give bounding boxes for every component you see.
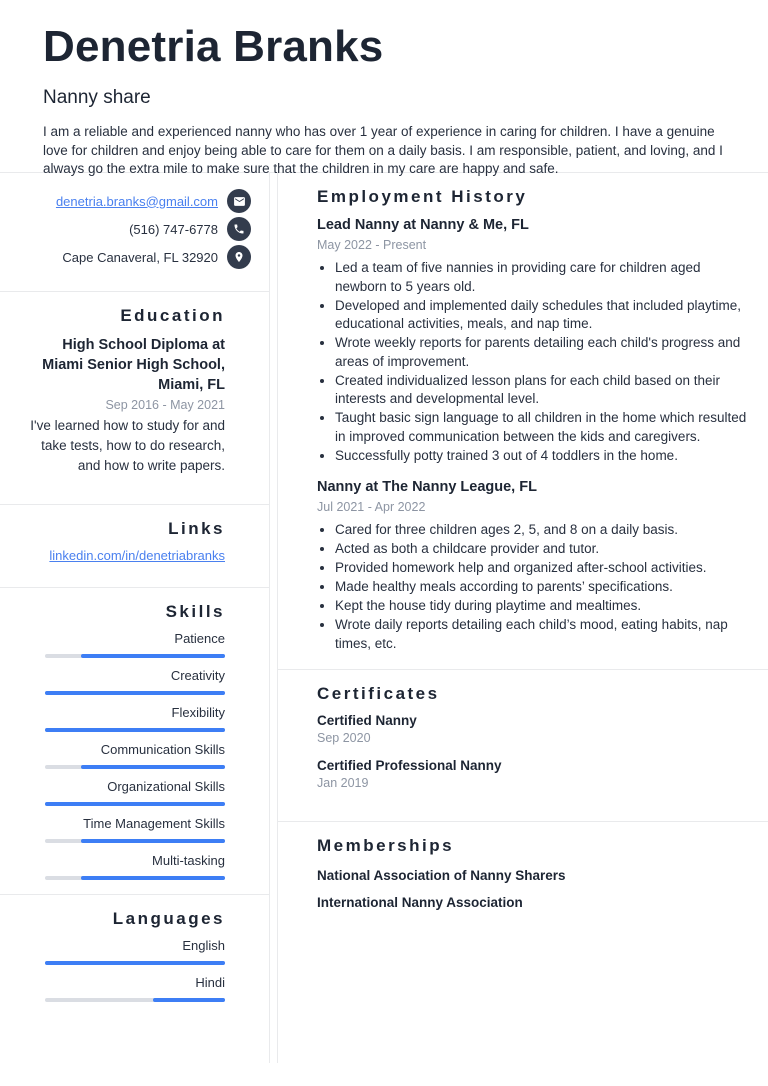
language-bar-track [45, 961, 225, 965]
language-bar-fill [45, 961, 225, 965]
languages-list [30, 938, 225, 1002]
job-bullet: • Developed and implemented daily schedules that included playtime, educational activities, meals, and nap time. [335, 297, 755, 334]
skill-item [30, 631, 225, 658]
memberships-list [317, 868, 755, 910]
certificates-heading: Certificates [317, 684, 440, 703]
skill-item [30, 742, 225, 769]
skill-item [30, 779, 225, 806]
skill-bar-fill [45, 728, 225, 732]
language-name: English [182, 938, 225, 953]
job-entry [317, 216, 755, 465]
job-bullet: • Wrote daily reports detailing each child’s mood, eating habits, nap times, etc. [335, 616, 755, 653]
skill-name: Time Management Skills [83, 816, 225, 831]
skill-item [30, 853, 225, 880]
column-gap [270, 173, 277, 1063]
languages-heading: Languages [112, 909, 225, 928]
contact-row-address [0, 243, 269, 271]
main-column [277, 173, 768, 1063]
memberships-heading: Memberships [317, 836, 455, 855]
education-heading: Education [120, 306, 225, 325]
job-bullet: • Provided homework help and organized after-school activities. [335, 559, 755, 578]
skill-item [30, 816, 225, 843]
job-bullet: • Made healthy meals according to parents’ specifications. [335, 578, 755, 597]
sidebar [0, 173, 270, 1063]
certificate-item [317, 713, 755, 745]
job-bullet: • Taught basic sign language to all children in the home which resulted in improved communication between the kids and caregivers. [335, 409, 755, 446]
skill-name: Multi-tasking [152, 853, 225, 868]
resume-body [0, 173, 768, 1063]
job-bullet: • Kept the house tidy during playtime and mealtimes. [335, 597, 755, 616]
email-link[interactable]: denetria.branks@gmail.com [55, 193, 218, 209]
certificate-name: Certified Nanny [317, 713, 417, 728]
employment-heading: Employment History [317, 187, 528, 206]
skill-name: Flexibility [171, 705, 225, 720]
job-bullet: • Led a team of five nannies in providing care for children aged newborn to 5 years old. [335, 259, 755, 296]
employment-section [278, 173, 768, 670]
education-description: I've learned how to study for and take tests, how to do research, and how to write papers. [30, 418, 225, 473]
skill-bar-track [45, 876, 225, 880]
address-text: Cape Canaveral, FL 32920 [62, 249, 218, 265]
job-title: Nanny at The Nanny League, FL [317, 479, 537, 495]
linkedin-link[interactable]: linkedin.com/in/denetriabranks [49, 548, 225, 563]
language-bar-fill [153, 998, 225, 1002]
profile-summary: I am a reliable and experienced nanny who has over 1 year of experience in caring for children. I have a genuine love for children and enjoy being able to care for them on a daily basis. I am responsible, patient, and loving, and I always go the extra mile to make sure that the children in my care are happy and safe. [43, 124, 723, 176]
phone-number: (516) 747-6778 [129, 221, 218, 237]
skill-bar-fill [81, 765, 225, 769]
certificates-list [317, 713, 755, 790]
contact-row-phone [0, 215, 269, 243]
job-dates: May 2022 - Present [317, 238, 427, 252]
membership-item: International Nanny Association [317, 895, 523, 910]
job-bullet: • Created individualized lesson plans for each child based on their interests and developmental level. [335, 372, 755, 409]
links-list [30, 547, 225, 565]
certificate-date: Jan 2019 [317, 776, 369, 790]
certificates-section [278, 670, 768, 822]
contact-row-email [0, 187, 269, 215]
skills-section [0, 588, 269, 895]
job-bullet-list [317, 259, 755, 465]
education-section [0, 292, 269, 505]
language-item [30, 975, 225, 1002]
skill-name: Communication Skills [100, 742, 225, 757]
skill-bar-track [45, 728, 225, 732]
jobs-list [317, 216, 755, 653]
job-entry [317, 478, 755, 653]
skill-bar-track [45, 691, 225, 695]
language-name: Hindi [195, 975, 225, 990]
skill-bar-track [45, 654, 225, 658]
certificate-item [317, 758, 755, 790]
skill-bar-fill [45, 802, 225, 806]
skill-bar-track [45, 802, 225, 806]
job-bullet: • Wrote weekly reports for parents detailing each child's progress and areas of improvement. [335, 334, 755, 371]
language-item [30, 938, 225, 965]
skill-name: Organizational Skills [107, 779, 225, 794]
job-bullet: • Successfully potty trained 3 out of 4 toddlers in the home. [335, 447, 755, 466]
skill-item [30, 668, 225, 695]
job-title: Lead Nanny at Nanny & Me, FL [317, 217, 529, 233]
resume-header [0, 0, 768, 176]
person-name: Denetria Branks [43, 22, 384, 71]
skill-name: Creativity [170, 668, 225, 683]
certificate-date: Sep 2020 [317, 731, 371, 745]
contact-section [0, 173, 269, 292]
skill-item [30, 705, 225, 732]
links-section [0, 505, 269, 588]
skills-list [30, 631, 225, 880]
skills-heading: Skills [165, 602, 225, 621]
skill-bar-fill [81, 654, 225, 658]
job-bullet: • Cared for three children ages 2, 5, and 8 on a daily basis. [335, 521, 755, 540]
location-icon [227, 245, 251, 269]
phone-icon [227, 217, 251, 241]
membership-item: National Association of Nanny Sharers [317, 868, 566, 883]
skill-bar-fill [81, 876, 225, 880]
skill-bar-fill [81, 839, 225, 843]
language-bar-track [45, 998, 225, 1002]
skill-bar-fill [45, 691, 225, 695]
skill-name: Patience [174, 631, 225, 646]
skill-bar-track [45, 839, 225, 843]
job-bullet-list [317, 521, 755, 653]
skill-bar-track [45, 765, 225, 769]
link-row [30, 547, 225, 565]
email-icon [227, 189, 251, 213]
education-degree: High School Diploma at Miami Senior High School, Miami, FL [42, 337, 225, 393]
links-heading: Links [168, 519, 225, 538]
memberships-section [278, 822, 768, 1063]
certificate-name: Certified Professional Nanny [317, 758, 502, 773]
person-job-title: Nanny share [43, 87, 151, 108]
job-dates: Jul 2021 - Apr 2022 [317, 500, 426, 514]
education-dates: Sep 2016 - May 2021 [105, 398, 225, 412]
job-bullet: • Acted as both a childcare provider and tutor. [335, 540, 755, 559]
languages-section [0, 895, 269, 1063]
